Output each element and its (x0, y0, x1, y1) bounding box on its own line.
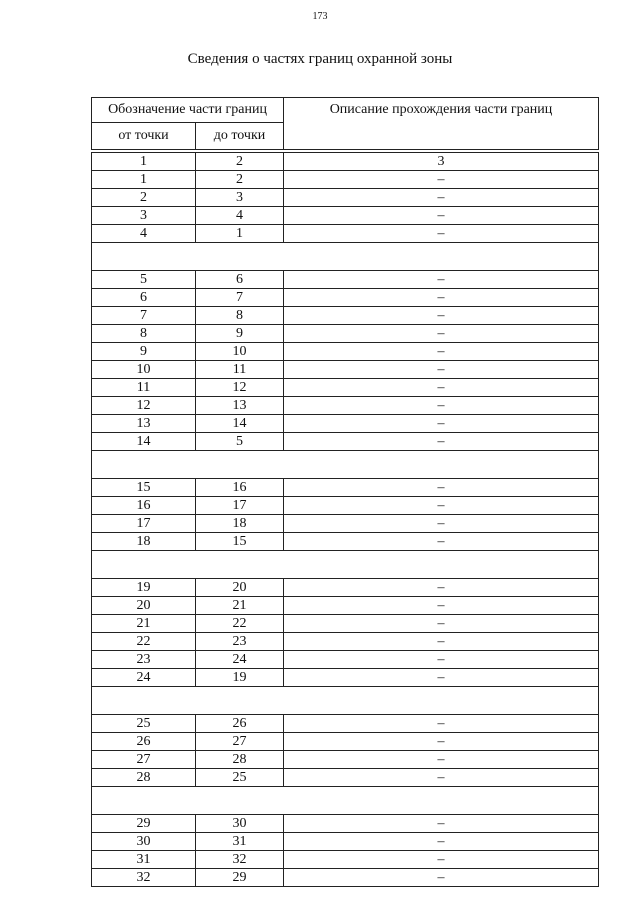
to-point-cell: 31 (196, 833, 284, 851)
table-row (92, 651, 599, 669)
group-separator-cell (92, 243, 599, 271)
to-point-cell: 16 (196, 479, 284, 497)
description-cell: – (284, 271, 599, 289)
table-row (92, 325, 599, 343)
table-body (92, 150, 599, 887)
boundary-parts-table (91, 97, 599, 887)
from-point-cell: 9 (92, 343, 196, 361)
header-from-point: от точки (92, 123, 196, 150)
description-cell: – (284, 343, 599, 361)
description-cell: – (284, 833, 599, 851)
group-separator-cell (92, 451, 599, 479)
from-point-cell: 3 (92, 207, 196, 225)
description-cell: – (284, 361, 599, 379)
from-point-cell: 21 (92, 615, 196, 633)
description-cell: – (284, 851, 599, 869)
table-row (92, 597, 599, 615)
description-cell: – (284, 289, 599, 307)
description-cell: – (284, 597, 599, 615)
group-separator-cell (92, 787, 599, 815)
table-row (92, 497, 599, 515)
to-point-cell: 21 (196, 597, 284, 615)
to-point-cell: 30 (196, 815, 284, 833)
to-point-cell: 22 (196, 615, 284, 633)
description-cell: – (284, 751, 599, 769)
table-row (92, 833, 599, 851)
to-point-cell: 28 (196, 751, 284, 769)
from-point-cell: 4 (92, 225, 196, 243)
to-point-cell: 5 (196, 433, 284, 451)
from-point-cell: 30 (92, 833, 196, 851)
description-cell: – (284, 307, 599, 325)
table-row (92, 815, 599, 833)
from-point-cell: 20 (92, 597, 196, 615)
table-row (92, 207, 599, 225)
to-point-cell: 15 (196, 533, 284, 551)
table-row (92, 415, 599, 433)
description-cell: – (284, 325, 599, 343)
table-row (92, 171, 599, 189)
to-point-cell: 29 (196, 869, 284, 887)
table-row (92, 433, 599, 451)
description-cell: – (284, 669, 599, 687)
to-point-cell: 9 (196, 325, 284, 343)
from-point-cell: 5 (92, 271, 196, 289)
from-point-cell: 24 (92, 669, 196, 687)
from-point-cell: 1 (92, 171, 196, 189)
table-header (92, 98, 599, 150)
to-point-cell: 23 (196, 633, 284, 651)
from-point-cell: 19 (92, 579, 196, 597)
table-row (92, 715, 599, 733)
to-point-cell: 18 (196, 515, 284, 533)
table-row (92, 343, 599, 361)
description-cell: – (284, 415, 599, 433)
document-title: Сведения о частях границ охранной зоны (187, 51, 453, 67)
description-cell: – (284, 651, 599, 669)
to-point-cell: 32 (196, 851, 284, 869)
group-separator-row (92, 687, 599, 715)
table-row (92, 479, 599, 497)
from-point-cell: 22 (92, 633, 196, 651)
description-cell: – (284, 397, 599, 415)
from-point-cell: 6 (92, 289, 196, 307)
to-point-cell: 12 (196, 379, 284, 397)
from-point-cell: 12 (92, 397, 196, 415)
table-row (92, 225, 599, 243)
from-point-cell: 31 (92, 851, 196, 869)
from-point-cell: 18 (92, 533, 196, 551)
description-cell: – (284, 433, 599, 451)
from-point-cell: 11 (92, 379, 196, 397)
description-cell: – (284, 579, 599, 597)
header-boundary-description: Описание прохождения части границ (284, 98, 599, 150)
to-point-cell: 26 (196, 715, 284, 733)
table-row (92, 533, 599, 551)
description-cell: – (284, 207, 599, 225)
from-point-cell: 13 (92, 415, 196, 433)
description-cell: – (284, 769, 599, 787)
to-point-cell: 3 (196, 189, 284, 207)
to-point-cell: 24 (196, 651, 284, 669)
to-point-cell: 17 (196, 497, 284, 515)
to-point-cell: 14 (196, 415, 284, 433)
from-point-cell: 16 (92, 497, 196, 515)
description-cell: – (284, 225, 599, 243)
description-cell: – (284, 715, 599, 733)
from-point-cell: 2 (92, 189, 196, 207)
table-row (92, 769, 599, 787)
description-cell: – (284, 189, 599, 207)
from-point-cell: 8 (92, 325, 196, 343)
to-point-cell: 11 (196, 361, 284, 379)
table-row (92, 289, 599, 307)
to-point-cell: 10 (196, 343, 284, 361)
table-row (92, 869, 599, 887)
from-point-cell: 15 (92, 479, 196, 497)
from-point-cell: 26 (92, 733, 196, 751)
to-point-cell: 20 (196, 579, 284, 597)
description-cell: – (284, 733, 599, 751)
to-point-cell: 6 (196, 271, 284, 289)
from-point-cell: 27 (92, 751, 196, 769)
table-row (92, 271, 599, 289)
to-point-cell: 13 (196, 397, 284, 415)
table-row (92, 379, 599, 397)
from-point-cell: 32 (92, 869, 196, 887)
from-point-cell: 14 (92, 433, 196, 451)
from-point-cell: 29 (92, 815, 196, 833)
table-row (92, 751, 599, 769)
from-point-cell: 17 (92, 515, 196, 533)
table-row (92, 733, 599, 751)
to-point-cell: 1 (196, 225, 284, 243)
group-separator-row (92, 551, 599, 579)
description-cell: – (284, 533, 599, 551)
description-cell: – (284, 479, 599, 497)
column-number-3: 3 (284, 153, 599, 171)
to-point-cell: 25 (196, 769, 284, 787)
group-separator-cell (92, 687, 599, 715)
table-row (92, 307, 599, 325)
from-point-cell: 7 (92, 307, 196, 325)
to-point-cell: 8 (196, 307, 284, 325)
to-point-cell: 27 (196, 733, 284, 751)
group-separator-cell (92, 551, 599, 579)
description-cell: – (284, 379, 599, 397)
table-row (92, 579, 599, 597)
description-cell: – (284, 515, 599, 533)
page-number: 173 (312, 11, 328, 22)
table-row (92, 669, 599, 687)
header-to-point: до точки (196, 123, 284, 150)
group-separator-row (92, 243, 599, 271)
from-point-cell: 10 (92, 361, 196, 379)
from-point-cell: 23 (92, 651, 196, 669)
table-row (92, 361, 599, 379)
from-point-cell: 28 (92, 769, 196, 787)
from-point-cell: 25 (92, 715, 196, 733)
to-point-cell: 7 (196, 289, 284, 307)
description-cell: – (284, 615, 599, 633)
to-point-cell: 2 (196, 171, 284, 189)
table-row (92, 633, 599, 651)
table-row (92, 615, 599, 633)
table-row (92, 851, 599, 869)
column-numbering-row (92, 153, 599, 171)
table-row (92, 189, 599, 207)
description-cell: – (284, 171, 599, 189)
description-cell: – (284, 815, 599, 833)
to-point-cell: 4 (196, 207, 284, 225)
column-number-1: 1 (92, 153, 196, 171)
to-point-cell: 19 (196, 669, 284, 687)
group-separator-row (92, 787, 599, 815)
description-cell: – (284, 497, 599, 515)
group-separator-row (92, 451, 599, 479)
header-boundary-part-designation: Обозначение части границ (92, 98, 284, 123)
table-row (92, 397, 599, 415)
description-cell: – (284, 633, 599, 651)
description-cell: – (284, 869, 599, 887)
table-row (92, 515, 599, 533)
column-number-2: 2 (196, 153, 284, 171)
